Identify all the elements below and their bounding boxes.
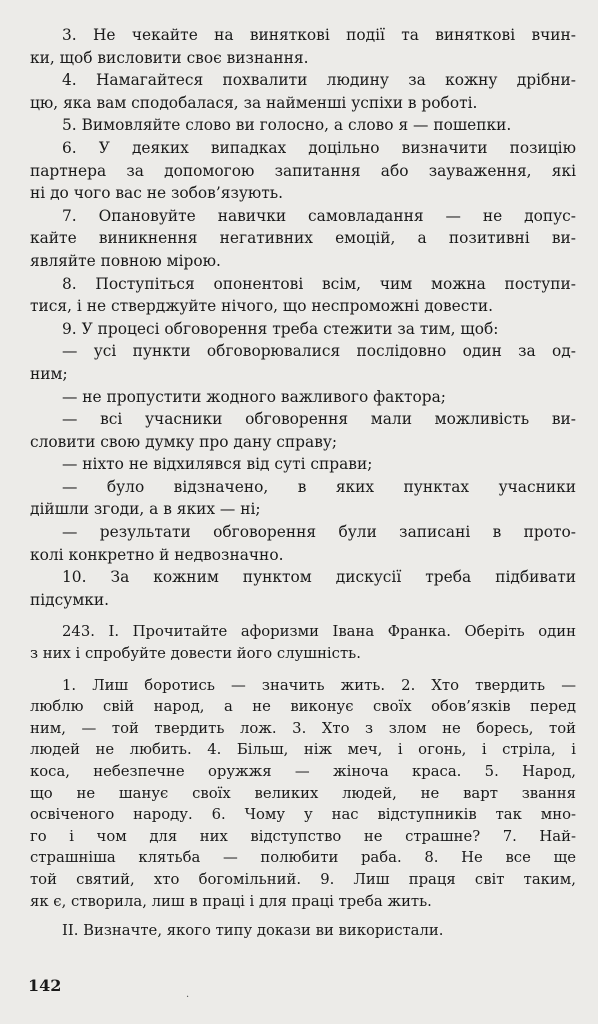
text-line: люблю свій народ, а не виконує своїх обов’язків перед <box>30 698 576 716</box>
text-line: освіченого народу. 6. Чому у нас відступників так мно- <box>30 806 576 824</box>
text-line: партнера за допомогою запитання або зауваження, які <box>30 161 576 180</box>
text-line: — результати обговорення були записані в прото- <box>62 523 576 542</box>
text-line: страшніша клятьба — полюбити раба. 8. Не все ще <box>30 849 576 867</box>
text-line: ки, щоб висловити своє визнання. <box>30 48 309 67</box>
text-line: — не пропустити жодного важливого фактора; <box>62 387 446 406</box>
text-line: коса, небезпечне оружжя — жіноча краса. 5. Народ, <box>30 763 576 780</box>
text-line: 6. У деяких випадках доцільно визначити позицію <box>62 138 576 157</box>
page-number: 142 <box>28 976 62 995</box>
text-line: колі конкретно й недвозначно. <box>30 545 284 564</box>
text-line: го і чом для них відступство не страшне? 7. Най- <box>30 827 576 845</box>
text-line: кайте виникнення негативних емоцій, а позитивні ви- <box>30 229 576 248</box>
aphorisms-text <box>30 675 576 913</box>
exercise-part2: II. Визначте, якого типу докази ви використали. <box>62 922 444 940</box>
text-line: являйте повною мірою. <box>30 251 221 270</box>
text-line: дійшли згоди, а в яких — ні; <box>30 500 261 519</box>
text-line: цю, яка вам сподобалася, за найменші успіхи в роботі. <box>30 93 478 112</box>
text-line: ним; <box>30 364 68 383</box>
text-line: 5. Вимовляйте слово ви голосно, а слово я — пошепки. <box>62 116 512 135</box>
text-line: 7. Опановуйте навички самовладання — не допус- <box>62 206 576 225</box>
text-line: тися, і не стверджуйте нічого, що неспроможні довести. <box>30 297 494 316</box>
text-line: що не шанує своїх великих людей, не варт звання <box>30 784 576 802</box>
text-line: як є, створила, лиш в праці і для праці треба жить. <box>30 892 432 910</box>
exercise-task <box>30 621 576 664</box>
text-line: — було відзначено, в яких пунктах учасники <box>62 477 576 496</box>
text-line: підсумки. <box>30 590 110 609</box>
text-line: 8. Поступіться опонентові всім, чим можна поступи- <box>62 274 576 293</box>
text-line: 10. За кожним пунктом дискусії треба підбивати <box>62 568 576 587</box>
textbook-page <box>30 24 576 942</box>
text-line: 243. I. Прочитайте афоризми Івана Франка. Оберіть один <box>62 623 576 641</box>
text-line: 1. Лиш боротись — значить жить. 2. Хто твердить — <box>62 676 576 694</box>
text-line: — усі пункти обговорювалися послідовно один за од- <box>62 342 576 361</box>
main-text <box>30 24 576 611</box>
text-line: людей не любить. 4. Більш, ніж меч, і огонь, і стріла, і <box>30 741 576 759</box>
text-line: з них і спробуйте довести його слушність. <box>30 645 361 663</box>
text-line: той святий, хто богомільний. 9. Лиш праця світ таким, <box>30 870 576 888</box>
text-line: ні до чого вас не зобов’язують. <box>30 184 284 203</box>
text-line: 4. Намагайтеся похвалити людину за кожну дрібни- <box>62 71 576 90</box>
text-line: 3. Не чекайте на виняткові події та виняткові вчин- <box>62 26 576 44</box>
text-line: ним, — той твердить лож. 3. Хто з злом не боресь, той <box>30 719 576 737</box>
text-line: — всі учасники обговорення мали можливість ви- <box>62 410 576 429</box>
text-line: 9. У процесі обговорення треба стежити за тим, щоб: <box>62 319 499 338</box>
text-line: — ніхто не відхилявся від суті справи; <box>62 455 373 474</box>
print-dot: · <box>186 992 190 1003</box>
text-line: словити свою думку про дану справу; <box>30 432 338 451</box>
